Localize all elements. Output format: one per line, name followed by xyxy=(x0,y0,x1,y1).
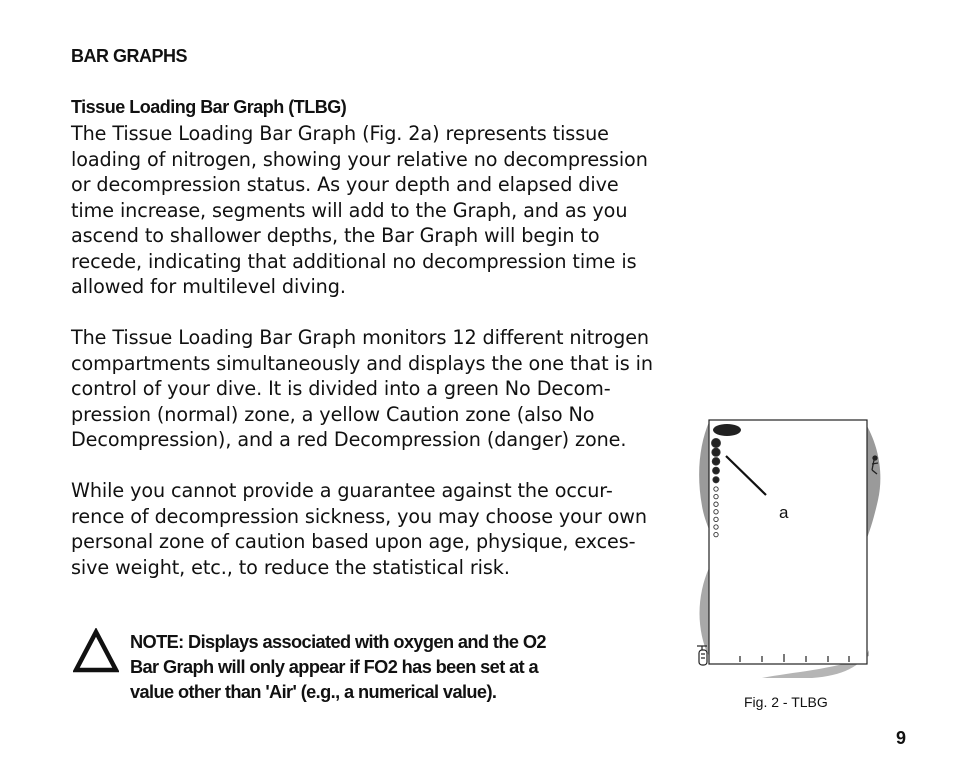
tlbg-segment xyxy=(714,525,718,529)
tlbg-segment xyxy=(713,477,719,483)
figure-caption: Fig. 2 - TLBG xyxy=(744,694,828,710)
paragraph-tlbg-intro xyxy=(71,121,671,300)
text-line: allowed for multilevel diving. xyxy=(71,275,346,298)
text-line: sive weight, etc., to reduce the statistical risk. xyxy=(71,555,510,579)
text-line: pression (normal) zone, a yellow Caution zone (also No xyxy=(71,402,595,426)
note-line: NOTE: Displays associated with oxygen and the O2 xyxy=(130,632,546,652)
paragraph-compartments xyxy=(71,325,671,453)
tlbg-segment xyxy=(712,439,721,448)
text-line: The Tissue Loading Bar Graph (Fig. 2a) represents tissue xyxy=(71,122,609,145)
text-line: compartments simultaneously and displays the one that is in xyxy=(71,351,653,375)
text-line: Decompression), and a red Decompression (danger) zone. xyxy=(71,428,627,451)
page-number: 9 xyxy=(896,728,907,748)
note-line: Bar Graph will only appear if FO2 has been set at a xyxy=(130,657,539,677)
text-line: recede, indicating that additional no decompression time is xyxy=(71,249,637,273)
text-line: loading of nitrogen, showing your relative no decompression xyxy=(71,147,648,171)
paragraph-caution xyxy=(71,478,671,580)
note-line: value other than 'Air' (e.g., a numerical value). xyxy=(130,682,497,702)
tlbg-segment xyxy=(712,458,720,466)
tlbg-segment xyxy=(714,494,718,498)
text-line: personal zone of caution based upon age, physique, exces- xyxy=(71,530,636,553)
note-block xyxy=(130,630,650,705)
tlbg-segment xyxy=(714,502,718,506)
text-line: While you cannot provide a guarantee against the occur- xyxy=(71,479,613,502)
subsection-heading: Tissue Loading Bar Graph (TLBG) xyxy=(71,97,347,117)
text-line: control of your dive. It is divided into a green No Decom- xyxy=(71,377,611,400)
text-line: The Tissue Loading Bar Graph monitors 12 different nitrogen xyxy=(71,326,649,349)
tlbg-segment xyxy=(714,487,718,491)
tlbg-segment xyxy=(714,510,718,514)
tlbg-segment xyxy=(713,467,720,474)
text-line: time increase, segments will add to the Graph, and as you xyxy=(71,198,628,222)
tlbg-segment xyxy=(714,517,718,521)
text-line: ascend to shallower depths, the Bar Graph will begin to xyxy=(71,224,600,247)
text-line: or decompression status. As your depth and elapsed dive xyxy=(71,173,619,196)
warning-triangle-icon xyxy=(73,628,119,674)
section-heading: BAR GRAPHS xyxy=(71,46,188,66)
tlbg-top-segment xyxy=(713,424,741,436)
text-line: rence of decompression sickness, you may choose your own xyxy=(71,504,647,528)
tank-icon xyxy=(697,646,707,665)
tlbg-segment xyxy=(712,448,720,456)
callout-label: a xyxy=(779,503,789,522)
tlbg-segment xyxy=(714,532,718,536)
tlbg-figure xyxy=(692,418,884,680)
